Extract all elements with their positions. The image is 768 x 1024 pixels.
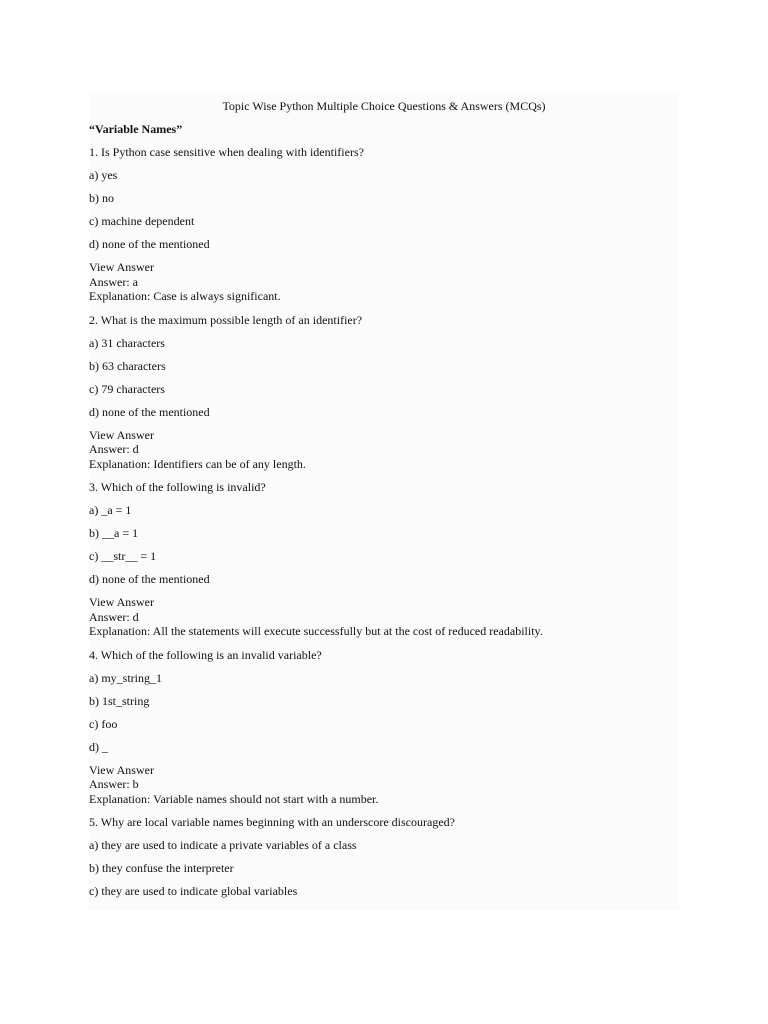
question-1: 1. Is Python case sensitive when dealing with identifiers? [89, 145, 364, 159]
question-3-option-d: d) none of the mentioned [89, 572, 210, 586]
question-3: 3. Which of the following is invalid? [89, 480, 266, 494]
question-5-option-a: a) they are used to indicate a private variables of a class [89, 838, 357, 852]
document-page [89, 92, 679, 910]
question-5-option-b: b) they confuse the interpreter [89, 861, 234, 875]
question-1-option-a: a) yes [89, 168, 118, 182]
question-1-answer-block [89, 260, 679, 304]
question-2-option-b: b) 63 characters [89, 358, 166, 373]
question-4: 4. Which of the following is an invalid variable? [89, 647, 322, 662]
question-4-explanation: Explanation: Variable names should not start with a number. [89, 791, 379, 806]
question-4-answer: Answer: b [89, 777, 139, 791]
question-4-answer-block [89, 763, 679, 807]
question-4-option-b: b) 1st_string [89, 693, 150, 708]
question-4-option-a: a) my_string_1 [89, 670, 162, 685]
question-2-option-d: d) none of the mentioned [89, 404, 210, 419]
document-content [89, 99, 679, 907]
question-3-option-a: a) _a = 1 [89, 503, 132, 517]
question-4-option-d: d) _ [89, 739, 108, 754]
question-2-answer: Answer: d [89, 442, 139, 456]
question-4-option-c: c) foo [89, 716, 118, 731]
question-3-explanation: Explanation: All the statements will execute successfully but at the cost of reduced readability. [89, 624, 543, 638]
topic-heading: “Variable Names” [89, 122, 183, 136]
question-1-answer: Answer: a [89, 274, 138, 289]
question-2-option-c: c) 79 characters [89, 381, 165, 396]
question-5-option-c: c) they are used to indicate global variables [89, 884, 298, 898]
question-2-explanation: Explanation: Identifiers can be of any length. [89, 456, 306, 471]
document-title: Topic Wise Python Multiple Choice Questions & Answers (MCQs) [222, 99, 546, 113]
question-2: 2. What is the maximum possible length of an identifier? [89, 312, 363, 327]
question-1-view-answer[interactable]: View Answer [89, 260, 154, 274]
question-1-explanation: Explanation: Case is always significant. [89, 289, 281, 303]
question-2-view-answer[interactable]: View Answer [89, 427, 154, 442]
question-5: 5. Why are local variable names beginning with an underscore discouraged? [89, 815, 455, 829]
question-1-option-c: c) machine dependent [89, 214, 195, 228]
question-4-view-answer[interactable]: View Answer [89, 762, 154, 777]
question-3-option-c: c) __str__ = 1 [89, 549, 157, 563]
question-3-option-b: b) __a = 1 [89, 526, 139, 540]
question-2-option-a: a) 31 characters [89, 335, 165, 350]
question-3-answer-block [89, 595, 679, 639]
question-2-answer-block [89, 428, 679, 472]
question-1-option-d: d) none of the mentioned [89, 237, 210, 251]
question-3-answer: Answer: d [89, 609, 139, 624]
question-3-view-answer[interactable]: View Answer [89, 595, 154, 609]
question-1-option-b: b) no [89, 191, 114, 205]
